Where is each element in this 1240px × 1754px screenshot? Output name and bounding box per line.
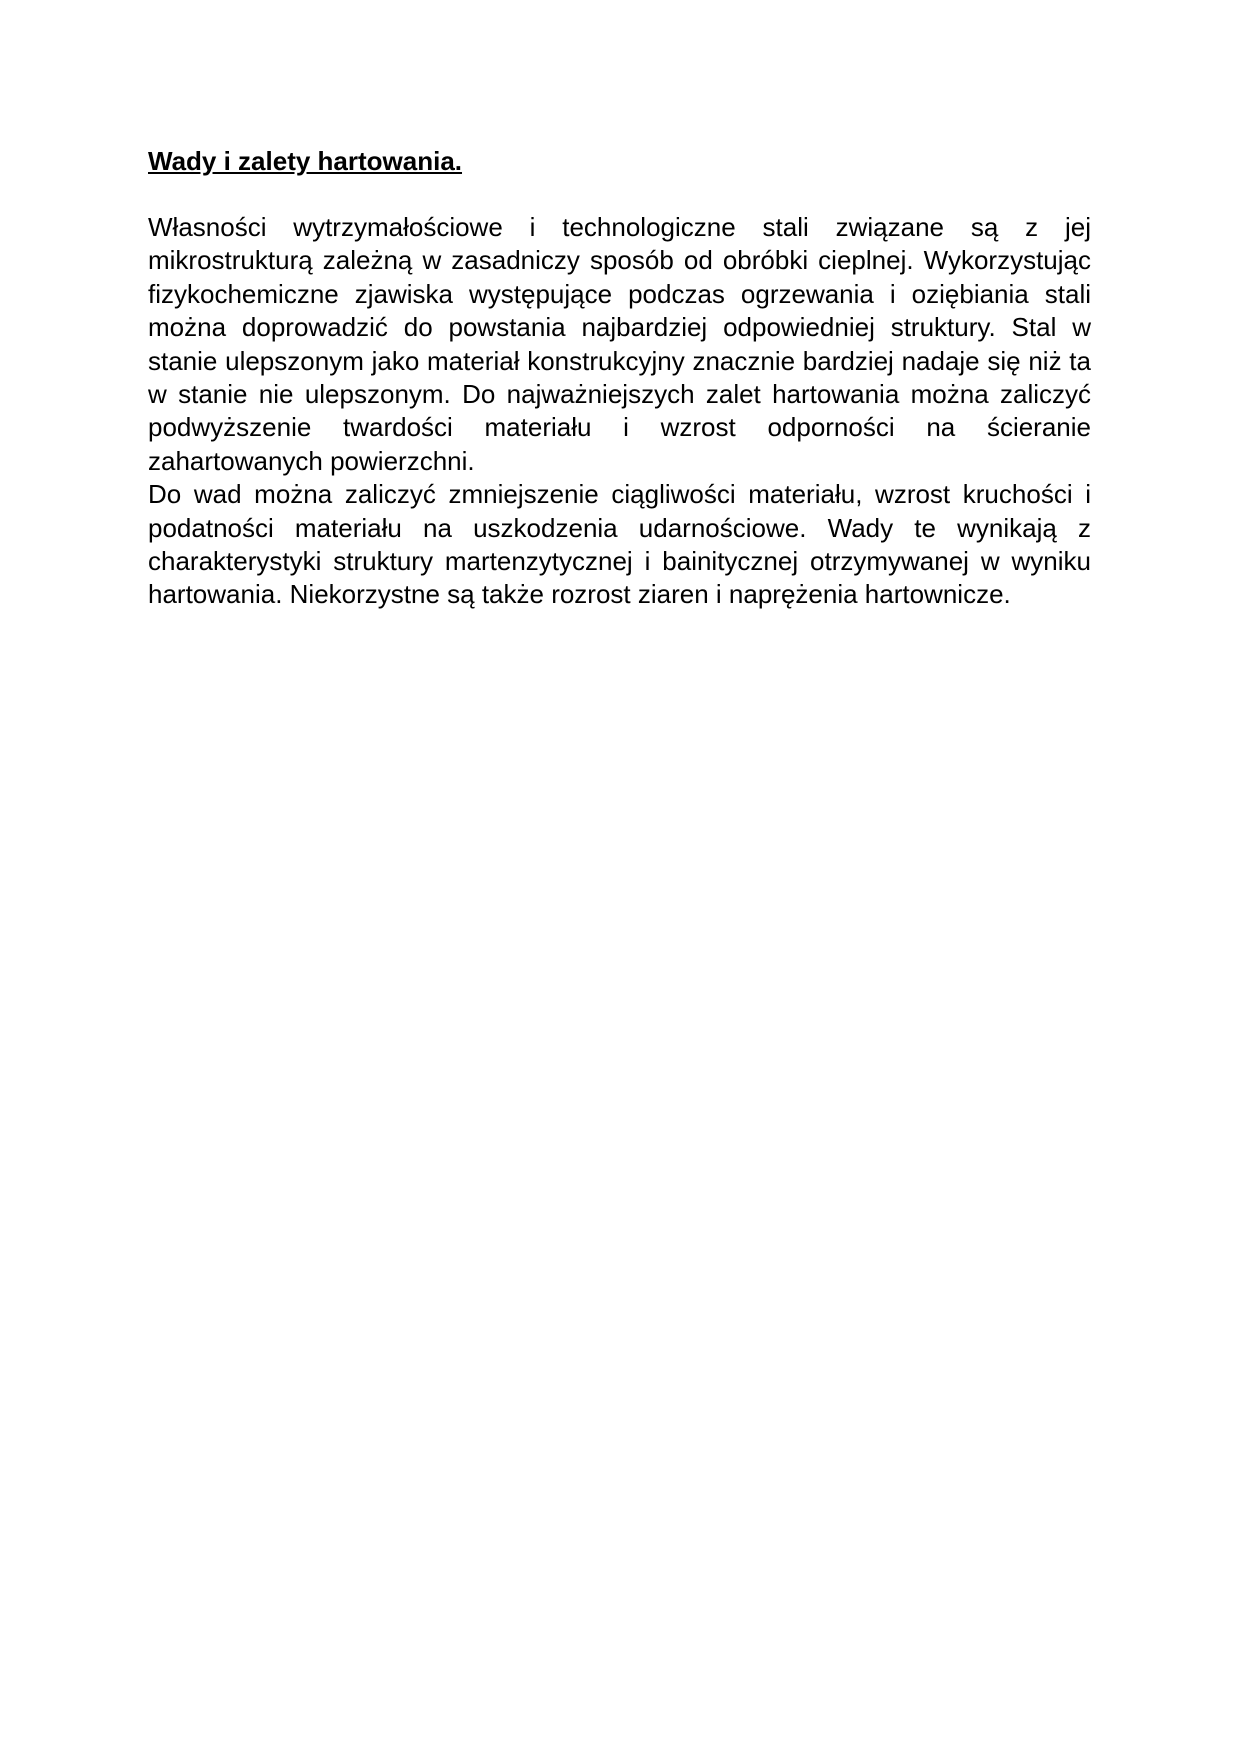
document-body: [148, 145, 1091, 612]
paragraph-disadvantages: Do wad można zaliczyć zmniejszenie ciągliwości materiału, wzrost kruchości i podatności materiału na uszkodzenia udarnościowe. Wady te wynikają z charakterystyki struktury martenzytycznej i bainitycznej otrzymywanej w wyniku hartowania. Niekorzystne są także rozrost ziaren i naprężenia hartownicze.: [148, 479, 1091, 610]
paragraph-advantages: Własności wytrzymałościowe i technologiczne stali związane są z jej mikrostrukturą zależną w zasadniczy sposób od obróbki cieplnej. Wykorzystując fizykochemiczne zjawiska występujące podczas ogrzewania i oziębiania stali można doprowadzić do powstania najbardziej odpowiedniej struktury. Stal w stanie ulepszonym jako materiał konstrukcyjny znacznie bardziej nadaje się niż ta w stanie nie ulepszonym. Do najważniejszych zalet hartowania można zaliczyć podwyższenie twardości materiału i wzrost odporności na ścieranie zahartowanych powierzchni.: [148, 212, 1091, 476]
document-title: Wady i zalety hartowania.: [148, 146, 463, 176]
